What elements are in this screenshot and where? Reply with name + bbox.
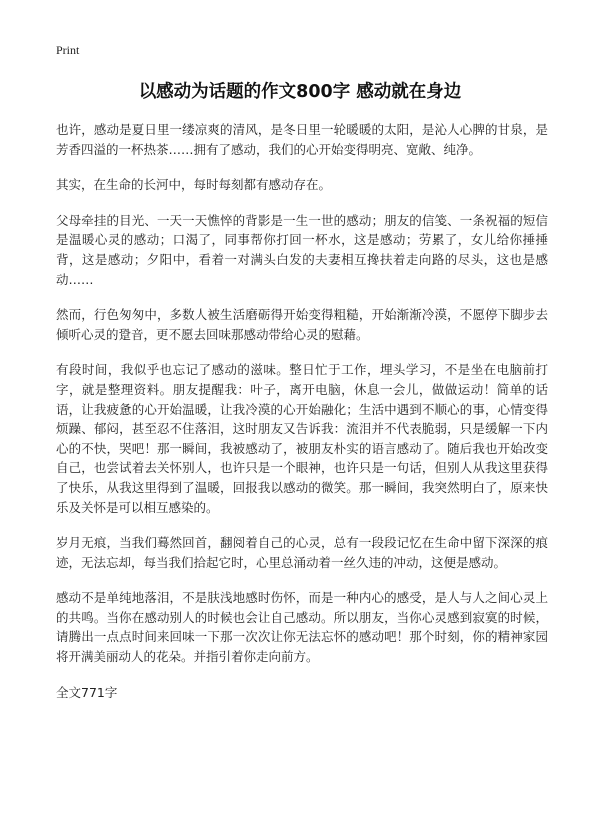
word-count: 全文771字 (56, 684, 118, 700)
paragraph: 有段时间，我似乎也忘记了感动的滋味。整日忙于工作，埋头学习，不是坐在电脑前打字，就是整理资料。朋友提醒我：叶子，离开电脑，休息一会儿，做做运动！简单的话语，让我疲惫的心开始温暖，让我冷漠的心开始融化；生活中遇到不顺心的事，心情变得烦躁、郁闷，甚至忍不住落泪，这时朋友又告诉我：流泪并不代表脆弱，只是缓解一下内心的不快，哭吧！那一瞬间，我被感动了，被朋友朴实的语言感动了。随后我也开始改变自己，也尝试着去关怀别人，也许只是一个眼神，也许只是一句话，但别人从我这里获得了快乐，从我这里得到了温暖，回报我以感动的微笑。那一瞬间，我突然明白了，原来快乐及关怀是可以相互感染的。 (56, 362, 548, 515)
paragraph: 然而，行色匆匆中，多数人被生活磨砺得开始变得粗糙，开始渐渐冷漠，不愿停下脚步去倾听心灵的跫音，更不愿去回味那感动带给心灵的慰藉。 (56, 307, 548, 342)
print-link[interactable]: Print (56, 43, 80, 57)
paragraph: 岁月无痕，当我们蓦然回首，翻阅着自己的心灵，总有一段段记忆在生命中留下深深的痕迹，无法忘却，每当我们拾起它时，心里总涌动着一丝久违的冲动，这便是感动。 (56, 535, 548, 570)
paragraph: 其实，在生命的长河中，每时每刻都有感动存在。 (56, 177, 332, 193)
article-body (56, 120, 548, 702)
paragraph: 感动不是单纯地落泪，不是肤浅地感时伤怀，而是一种内心的感受，是人与人之间心灵上的共鸣。当你在感动别人的时候也会让自己感动。所以朋友，当你心灵感到寂寞的时候，请腾出一点点时间来回味一下那一次次让你无法忘怀的感动吧！那个时刻，你的精神家园将开满美丽动人的花朵。并指引着你走向前方。 (56, 590, 548, 665)
paragraph: 也许，感动是夏日里一缕凉爽的清风，是冬日里一轮暖暖的太阳，是沁人心脾的甘泉，是芳香四溢的一杯热茶……拥有了感动，我们的心开始变得明亮、宽敞、纯净。 (56, 122, 548, 157)
article-title: 以感动为话题的作文800字 感动就在身边 (138, 82, 462, 102)
paragraph: 父母牵挂的目光、一天一天憔悴的背影是一生一世的感动；朋友的信笺、一条祝福的短信是温暖心灵的感动；口渴了，同事帮你打回一杯水，这是感动；劳累了，女儿给你捶捶背，这是感动；夕阳中，看着一对满头白发的夫妻相互搀扶着走向路的尽头，这也是感动…… (56, 212, 548, 287)
